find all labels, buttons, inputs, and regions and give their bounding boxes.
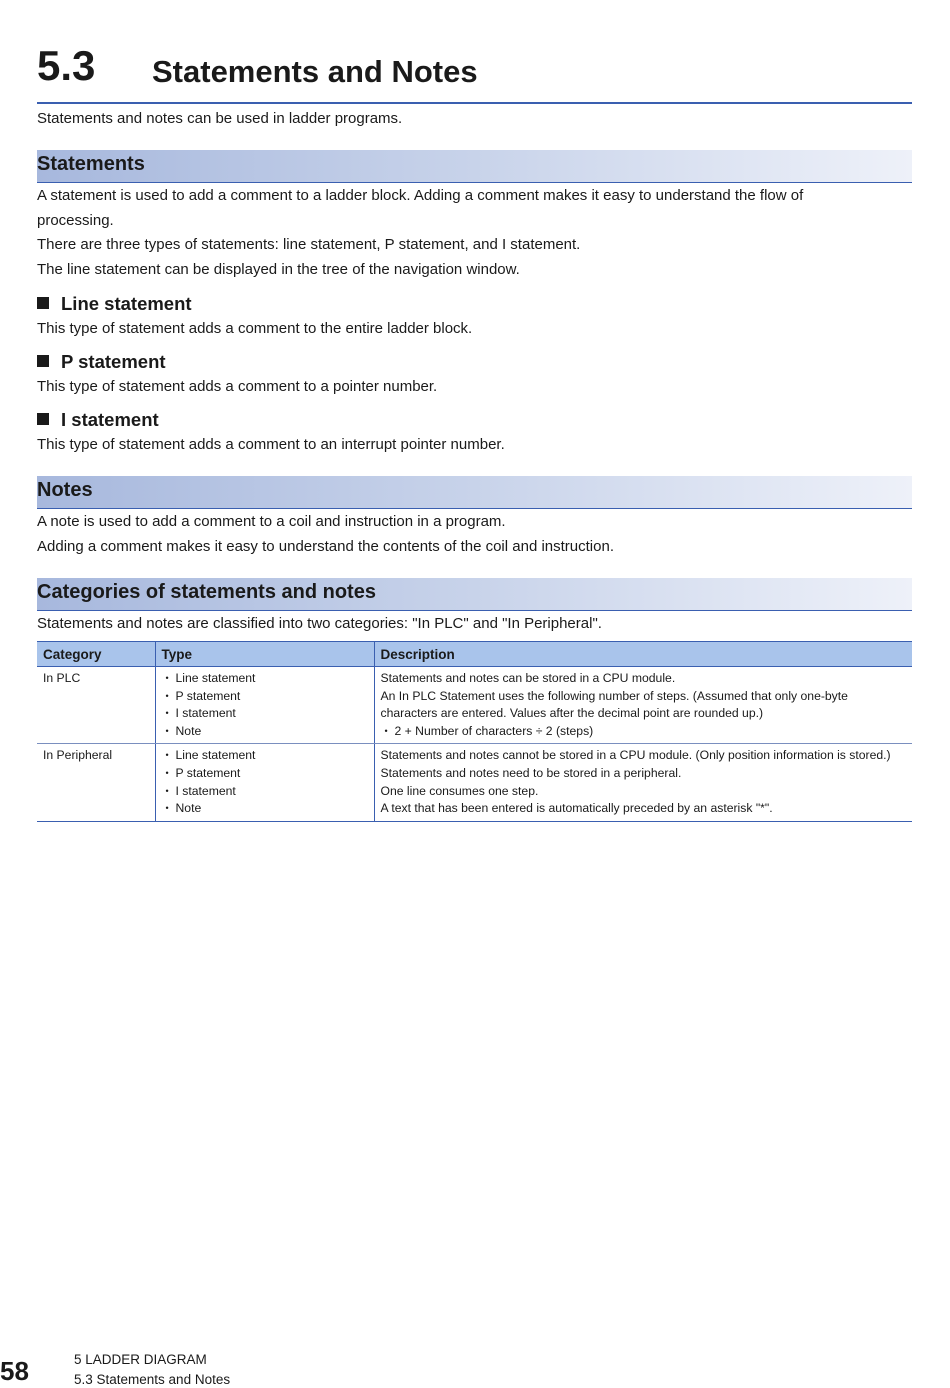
description-line: Statements and notes need to be stored in a peripheral. bbox=[380, 765, 682, 780]
formula-line: • 2 + Number of characters ÷ 2 (steps) bbox=[381, 723, 907, 741]
notes-paragraph: A note is used to add a comment to a coil and instruction in a program. bbox=[37, 513, 506, 530]
chapter-number: 5.3 bbox=[37, 42, 96, 89]
description-line: Statements and notes cannot be stored in a CPU module. (Only position information is stored.) bbox=[380, 748, 891, 763]
section-heading: Categories of statements and notes bbox=[37, 581, 376, 603]
chapter-header bbox=[37, 42, 912, 104]
section-notes bbox=[37, 476, 912, 509]
notes-paragraph: Adding a comment makes it easy to understand the contents of the coil and instruction. bbox=[37, 538, 614, 555]
section-categories bbox=[37, 578, 912, 611]
footer-chapter: 5 LADDER DIAGRAM bbox=[74, 1352, 207, 1367]
footer-section: 5.3 Statements and Notes bbox=[74, 1372, 231, 1387]
type-item: • P statement bbox=[162, 765, 368, 783]
type-item: • Note bbox=[162, 723, 368, 741]
description-line: An In PLC Statement uses the following number of steps. (Assumed that only one-byte bbox=[380, 688, 848, 703]
type-cell bbox=[155, 667, 374, 744]
description-line: A text that has been entered is automatically preceded by an asterisk "*". bbox=[380, 801, 773, 816]
categories-intro: Statements and notes are classified into two categories: "In PLC" and "In Peripheral". bbox=[37, 615, 602, 632]
square-bullet-icon bbox=[37, 297, 49, 309]
p-statement-text: This type of statement adds a comment to a pointer number. bbox=[37, 378, 438, 395]
table-row bbox=[37, 744, 912, 821]
i-statement-text: This type of statement adds a comment to an interrupt pointer number. bbox=[37, 436, 505, 453]
type-item: • Line statement bbox=[162, 747, 368, 765]
column-header-description: Description bbox=[374, 642, 912, 667]
type-item: • Note bbox=[162, 800, 368, 818]
type-item: • Line statement bbox=[162, 670, 368, 688]
square-bullet-icon bbox=[37, 355, 49, 367]
subheading-p-statement: P statement bbox=[37, 351, 166, 373]
description-line: characters are entered. Values after the decimal point are rounded up.) bbox=[380, 706, 764, 721]
description-cell bbox=[374, 744, 912, 821]
category-cell: In PLC bbox=[37, 667, 155, 744]
section-statements bbox=[37, 150, 912, 183]
section-heading: Statements bbox=[37, 153, 145, 175]
chapter-title: Statements and Notes bbox=[152, 54, 478, 89]
type-item: • I statement bbox=[162, 783, 368, 801]
intro-text: Statements and notes can be used in ladder programs. bbox=[37, 110, 403, 127]
table-header-row bbox=[37, 642, 912, 667]
column-header-category: Category bbox=[37, 642, 155, 667]
description-line: One line consumes one step. bbox=[380, 783, 539, 798]
column-header-type: Type bbox=[155, 642, 374, 667]
statements-paragraph: processing. bbox=[37, 212, 114, 229]
type-cell bbox=[155, 744, 374, 821]
type-item: • P statement bbox=[162, 688, 368, 706]
category-cell: In Peripheral bbox=[37, 744, 155, 821]
table-row bbox=[37, 667, 912, 744]
description-line: Statements and notes can be stored in a CPU module. bbox=[380, 671, 676, 685]
line-statement-text: This type of statement adds a comment to the entire ladder block. bbox=[37, 320, 473, 337]
section-heading: Notes bbox=[37, 479, 93, 501]
statements-paragraph: A statement is used to add a comment to a ladder block. Adding a comment makes it easy to understand the flow of bbox=[37, 187, 804, 204]
statements-paragraph: There are three types of statements: line statement, P statement, and I statement. bbox=[37, 236, 581, 253]
page-number: 58 bbox=[0, 1356, 29, 1386]
type-item: • I statement bbox=[162, 705, 368, 723]
square-bullet-icon bbox=[37, 413, 49, 425]
subheading-line-statement: Line statement bbox=[37, 293, 192, 315]
statements-paragraph: The line statement can be displayed in the tree of the navigation window. bbox=[37, 261, 520, 278]
categories-table bbox=[37, 641, 912, 822]
description-cell bbox=[374, 667, 912, 744]
subheading-i-statement: I statement bbox=[37, 409, 159, 431]
